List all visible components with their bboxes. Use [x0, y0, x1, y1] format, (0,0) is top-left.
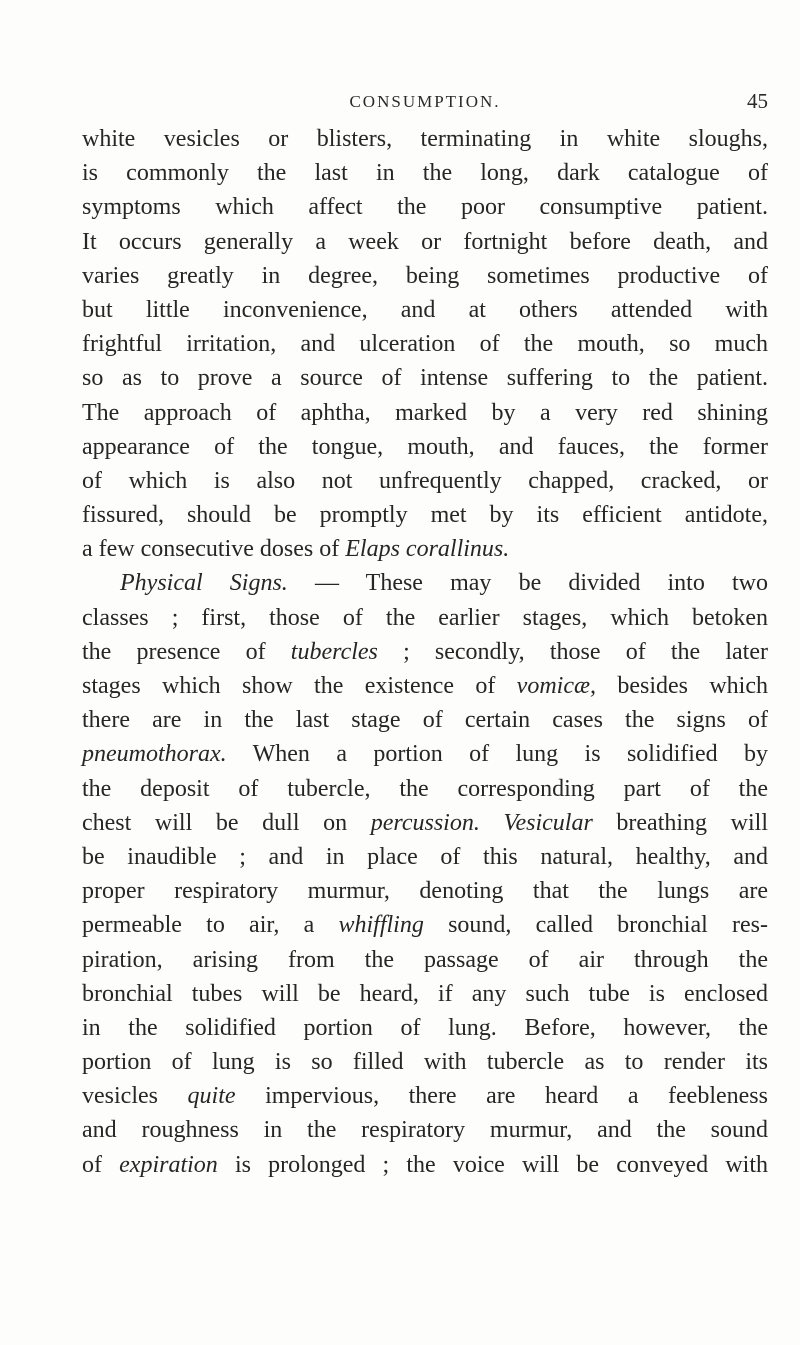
text-line: [82, 430, 768, 464]
text-run: When a portion of lung is solidified by: [226, 741, 768, 768]
text-line: [82, 874, 768, 908]
italic-text: percussion.: [370, 809, 480, 836]
text-line: [82, 1011, 768, 1045]
text-run: of: [82, 1151, 120, 1178]
text-line: [82, 772, 768, 806]
text-line: [82, 908, 768, 942]
text-line: [82, 464, 768, 498]
page-number: 45: [747, 89, 768, 113]
text-run: breathing will: [592, 809, 769, 836]
text-run: varies greatly in degree, being sometimes productive of: [82, 262, 768, 289]
text-line: [82, 840, 768, 874]
text-line: [82, 1045, 768, 1079]
text-line: [82, 327, 768, 361]
text-line: [82, 190, 768, 224]
text-run: It occurs generally a week or fortnight before death, and: [82, 228, 768, 255]
text-run: permeable to air, a: [82, 912, 339, 939]
italic-text: Vesicular: [503, 809, 593, 836]
italic-text: tubercles: [290, 638, 378, 665]
text-line: [82, 806, 768, 840]
text-line: [82, 977, 768, 1011]
text-line: [82, 1148, 768, 1182]
text-run: a few consecutive doses of: [82, 536, 346, 563]
italic-text: quite: [187, 1083, 236, 1110]
text-run: white vesicles or blisters, terminating in white sloughs,: [82, 126, 768, 152]
text-run: [480, 810, 504, 836]
running-head: [82, 89, 768, 116]
text-line: [82, 293, 768, 327]
text-run: appearance of the tongue, mouth, and fauces, the former: [82, 433, 768, 460]
text-run: piration, arising from the passage of air through the: [82, 946, 768, 973]
text-run: is commonly the last in the long, dark catalogue of: [82, 160, 768, 187]
text-line: [82, 156, 768, 190]
text-line: [82, 532, 768, 566]
text-line: [82, 703, 768, 737]
text-line: [82, 225, 768, 259]
text-line: [82, 498, 768, 532]
text-line: [82, 635, 768, 669]
text-line: [82, 943, 768, 977]
text-run: frightful irritation, and ulceration of the mouth, so much: [82, 331, 768, 358]
text-line: [82, 396, 768, 430]
text-run: sound, called bronchial res-: [423, 912, 768, 939]
text-run: and roughness in the respiratory murmur, and the sound: [82, 1117, 768, 1144]
text-run: but little inconvenience, and at others attended with: [82, 296, 768, 323]
text-run: classes ; first, those of the earlier stages, which betoken: [82, 604, 768, 631]
text-line: [82, 1113, 768, 1147]
text-line: [82, 361, 768, 395]
text-run: is prolonged ; the voice will be conveyed with: [217, 1151, 768, 1178]
text-run: be inaudible ; and in place of this natural, healthy, and: [82, 843, 768, 870]
body-text: [82, 122, 768, 1182]
text-run: ; secondly, those of the later: [377, 638, 768, 665]
italic-text: pneumothorax.: [82, 741, 227, 768]
text-run: The approach of aphtha, marked by a very red shining: [82, 399, 768, 426]
text-run: besides which: [595, 673, 768, 699]
text-run: vesicles: [82, 1083, 188, 1110]
text-run: so as to prove a source of intense suffering to the patient.: [82, 365, 768, 392]
text-line: [82, 737, 768, 771]
italic-text: whiffling: [338, 912, 424, 939]
italic-text: Physical Signs.: [120, 570, 288, 597]
text-run: — These may be divided into two: [287, 570, 768, 597]
text-run: fissured, should be promptly met by its efficient antidote,: [82, 502, 768, 529]
text-run: the presence of: [82, 638, 291, 665]
text-line: [82, 566, 768, 600]
text-run: proper respiratory murmur, denoting that the lungs are: [82, 878, 768, 905]
text-run: impervious, there are heard a feebleness: [235, 1083, 768, 1110]
italic-text: Elaps corallinus.: [345, 536, 510, 563]
text-run: chest will be dull on: [82, 809, 371, 836]
text-run: portion of lung is so filled with tubercle as to render its: [82, 1049, 768, 1076]
text-run: symptoms which affect the poor consumptive patient.: [82, 194, 768, 221]
text-run: stages which show the existence of: [82, 673, 517, 699]
text-run: bronchial tubes will be heard, if any such tube is enclosed: [82, 980, 768, 1007]
running-title: CONSUMPTION.: [349, 92, 501, 111]
italic-text: vomicæ,: [516, 673, 596, 699]
text-run: the deposit of tubercle, the corresponding part of the: [82, 775, 768, 802]
text-line: [82, 122, 768, 156]
text-run: of which is also not unfrequently chapped, cracked, or: [82, 467, 768, 494]
italic-text: expiration: [119, 1151, 218, 1178]
text-line: [82, 259, 768, 293]
text-line: [82, 1079, 768, 1113]
text-run: in the solidified portion of lung. Before, however, the: [82, 1014, 768, 1041]
text-line: [82, 601, 768, 635]
text-run: there are in the last stage of certain cases the signs of: [82, 707, 768, 734]
text-line: [82, 669, 768, 703]
